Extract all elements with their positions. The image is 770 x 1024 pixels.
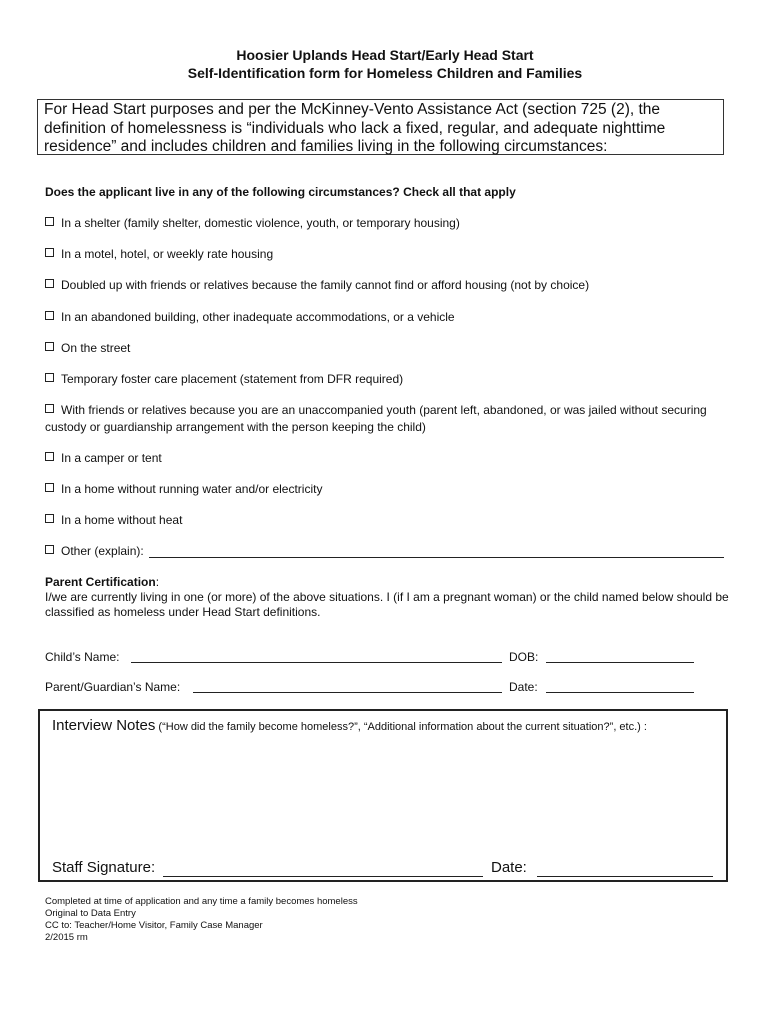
date-label: Date:: [509, 680, 538, 694]
certification-text: I/we are currently living in one (or more) of the above situations. I (if I am a pregnant woman) or the child named below should be classified as homeless under Head Start definitions.: [45, 590, 729, 619]
option-abandoned-building: [45, 309, 725, 326]
checkbox-unaccompanied-youth[interactable]: [45, 404, 54, 413]
option-label: On the street: [61, 341, 131, 355]
date-input[interactable]: [546, 678, 694, 693]
option-doubled-up: [45, 277, 725, 294]
option-unaccompanied-youth: [45, 402, 725, 436]
option-label: Temporary foster care placement (statement from DFR required): [61, 372, 404, 386]
staff-signature-label: Staff Signature:: [52, 859, 156, 876]
dob-input[interactable]: [546, 648, 694, 663]
option-label: In an abandoned building, other inadequate accommodations, or a vehicle: [61, 310, 455, 324]
checkbox-abandoned-building[interactable]: [45, 311, 54, 320]
option-label: In a motel, hotel, or weekly rate housing: [61, 247, 274, 261]
guardian-name-input[interactable]: [193, 678, 502, 693]
definition-box: [37, 99, 724, 155]
option-label: In a home without heat: [61, 513, 183, 527]
interview-notes-box[interactable]: [38, 709, 728, 882]
footer-line: Completed at time of application and any time a family becomes homeless: [45, 896, 358, 907]
child-name-input[interactable]: [131, 648, 502, 663]
option-label: In a shelter (family shelter, domestic violence, youth, or temporary housing): [61, 216, 460, 230]
form-subtitle: Self-Identification form for Homeless Children and Families: [187, 65, 583, 81]
option-shelter: [45, 215, 725, 232]
option-no-water-electricity: [45, 481, 725, 498]
option-label: In a home without running water and/or electricity: [61, 482, 323, 496]
checkbox-doubled-up[interactable]: [45, 279, 54, 288]
checkbox-foster-care[interactable]: [45, 373, 54, 382]
other-explain-input[interactable]: [149, 543, 724, 558]
checkbox-shelter[interactable]: [45, 217, 54, 226]
interview-notes-title: Interview Notes (“How did the family become homeless?”, “Additional information about the current situation?”, etc.) :: [52, 717, 647, 734]
notes-date-label: Date:: [491, 859, 527, 876]
staff-signature-input[interactable]: [163, 859, 483, 877]
checkbox-street[interactable]: [45, 342, 54, 351]
interview-notes-hint: (“How did the family become homeless?”, “Additional information about the current situation?”, etc.) :: [155, 721, 647, 733]
checkbox-no-water-electricity[interactable]: [45, 483, 54, 492]
certification-heading: Parent Certification:: [45, 575, 160, 589]
checkbox-camper-tent[interactable]: [45, 452, 54, 461]
circumstances-question: Does the applicant live in any of the following circumstances? Check all that apply: [45, 185, 516, 199]
footer-line: Original to Data Entry: [45, 908, 136, 919]
guardian-name-label: Parent/Guardian’s Name:: [45, 680, 181, 694]
checkbox-other[interactable]: [45, 545, 54, 554]
option-label: With friends or relatives because you are an unaccompanied youth (parent left, abandoned, or was jailed without securing custody or guardianship arrangement with the person keeping the child): [45, 403, 707, 434]
footer-line: 2/2015 rm: [45, 932, 88, 943]
option-label: In a camper or tent: [61, 451, 162, 465]
option-street: [45, 340, 725, 357]
footer-notes: [45, 896, 358, 944]
form-title: Hoosier Uplands Head Start/Early Head Start: [236, 47, 534, 63]
option-motel: [45, 246, 725, 263]
footer-line: CC to: Teacher/Home Visitor, Family Case Manager: [45, 920, 263, 931]
option-label: Doubled up with friends or relatives because the family cannot find or afford housing (not by choice): [61, 278, 590, 292]
option-foster-care: [45, 371, 725, 388]
option-no-heat: [45, 512, 725, 529]
checkbox-motel[interactable]: [45, 248, 54, 257]
dob-label: DOB:: [509, 650, 539, 664]
child-name-label: Child’s Name:: [45, 650, 120, 664]
definition-text: For Head Start purposes and per the McKinney-Vento Assistance Act (section 725 (2), the definition of homelessness is “individuals who lack a fixed, regular, and adequate nighttime residence” and includes children and families living in the following circumstances:: [44, 101, 666, 155]
notes-date-input[interactable]: [537, 859, 713, 877]
checkbox-no-heat[interactable]: [45, 514, 54, 523]
option-camper-tent: [45, 450, 725, 467]
option-label: Other (explain):: [61, 544, 144, 558]
